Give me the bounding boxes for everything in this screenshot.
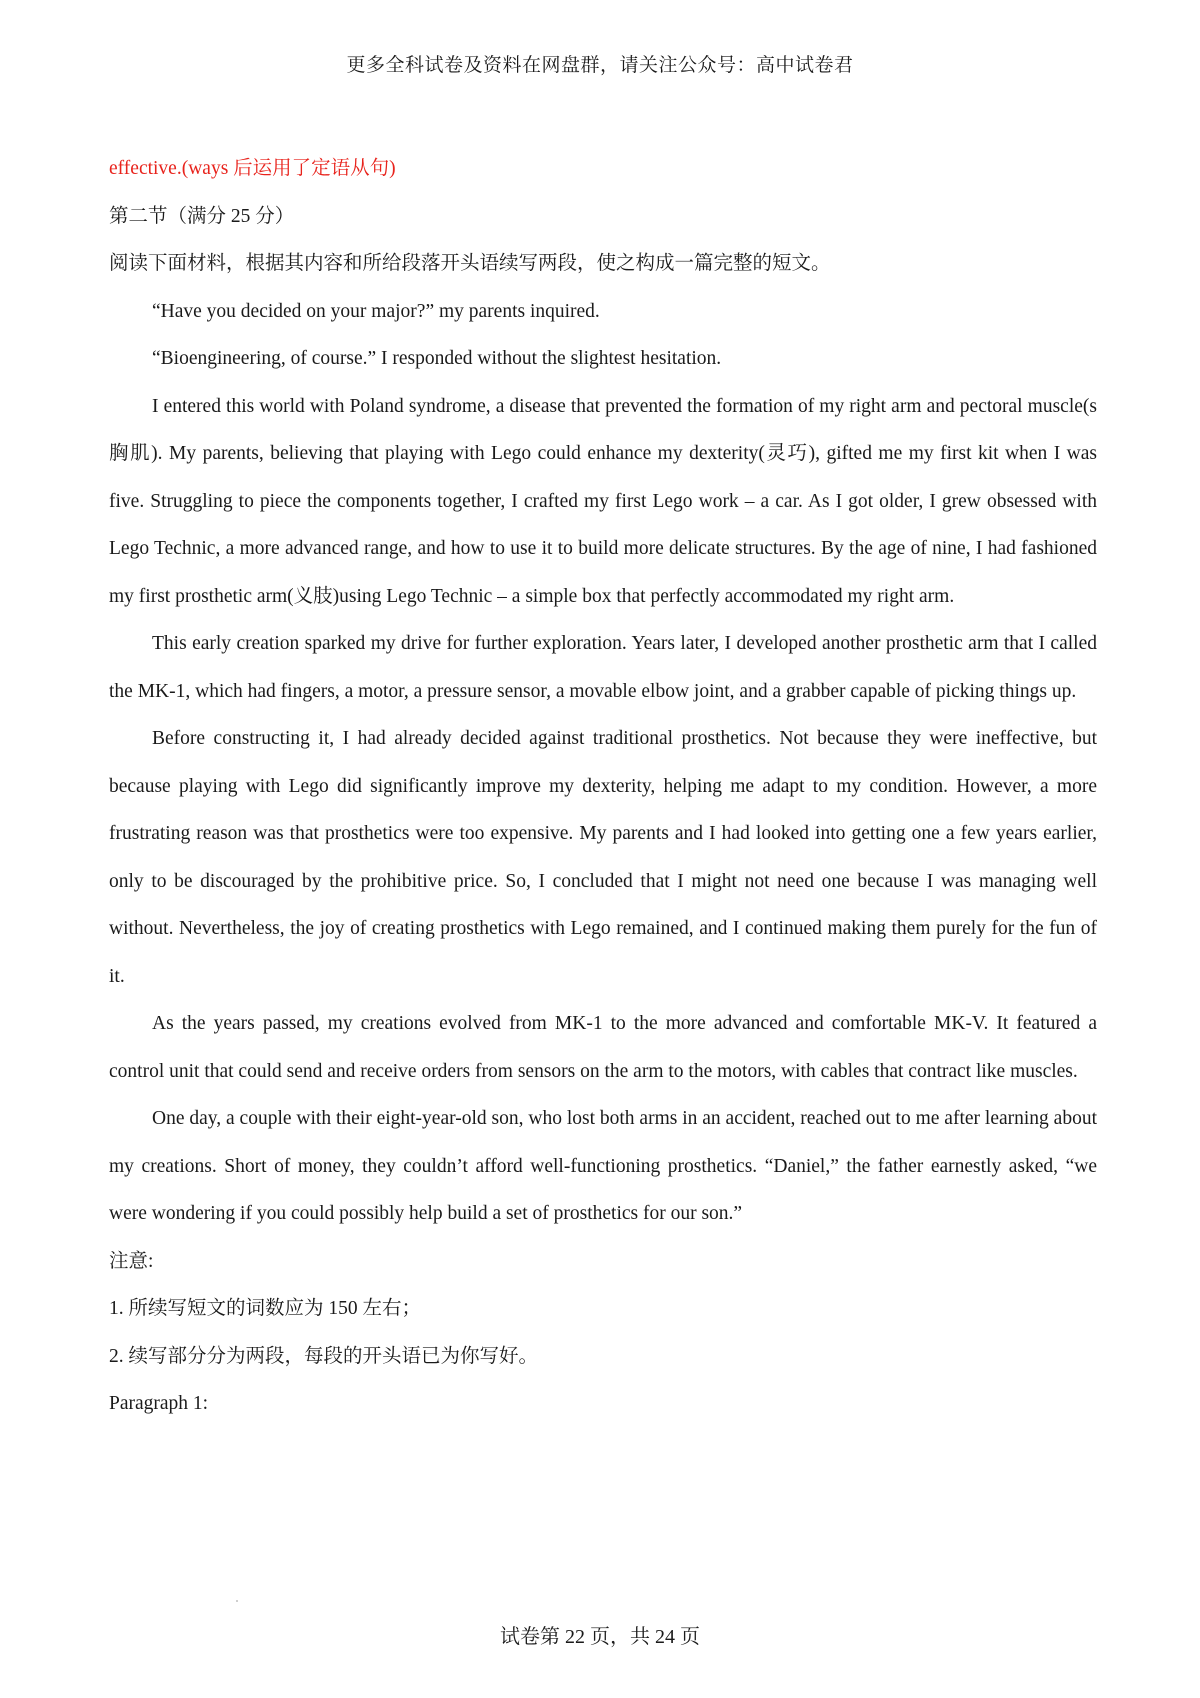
answer-note: effective.(ways 后运用了定语从句) <box>109 158 396 179</box>
story-paragraph-6: As the years passed, my creations evolved from MK-1 to the more advanced and comfortable MK-V. It featured a control unit that could send and receive orders from sensors on the arm to the motors, with cables that contract like muscles. <box>109 1013 1097 1082</box>
scan-dot <box>236 1600 238 1602</box>
header-notice: 更多全科试卷及资料在网盘群，请关注公众号：高中试卷君 <box>346 55 854 76</box>
notes-title: 注意: <box>109 1250 154 1272</box>
story-paragraph-1: “Have you decided on your major?” my parents inquired. <box>152 300 600 322</box>
story-paragraph-7: One day, a couple with their eight-year-old son, who lost both arms in an accident, reached out to me after learning about my creations. Short of money, they couldn’t afford well-functioning prosthetics. “Daniel,” the father earnestly asked, “we were wondering if you could possibly help build a set of prosthetics for our son.” <box>109 1108 1097 1224</box>
page-content <box>109 145 1097 1428</box>
story-paragraph-3: I entered this world with Poland syndrome, a disease that prevented the formation of my right arm and pectoral muscle(s 胸肌). My parents, believing that playing with Lego could enhance my dexterity(灵巧), gifted me my first kit when I was five. Struggling to piece the components together, I crafted my first Lego work – a car. As I got older, I grew obsessed with Lego Technic, a more advanced range, and how to use it to build more delicate structures. By the age of nine, I had fashioned my first prosthetic arm(义肢)using Lego Technic – a simple box that perfectly accommodated my right arm. <box>109 395 1097 607</box>
story-paragraph-4: This early creation sparked my drive for further exploration. Years later, I developed another prosthetic arm that I called the MK-1, which had fingers, a motor, a pressure sensor, a movable elbow joint, and a grabber capable of picking things up. <box>109 633 1097 702</box>
note-item-2: 2. 续写部分分为两段，每段的开头语已为你写好。 <box>109 1345 539 1367</box>
paragraph-prompt: Paragraph 1: <box>109 1393 209 1414</box>
instruction: 阅读下面材料，根据其内容和所给段落开头语续写两段，使之构成一篇完整的短文。 <box>109 253 831 274</box>
story-paragraph-5: Before constructing it, I had already decided against traditional prosthetics. Not because they were ineffective, but because playing with Lego did significantly improve my dexterity, helping me adapt to my condition. However, a more frustrating reason was that prosthetics were too expensive. My parents and I had looked into getting one a few years earlier, only to be discouraged by the prohibitive price. So, I concluded that I might not need one because I was managing well without. Nevertheless, the joy of creating prosthetics with Lego remained, and I continued making them purely for the fun of it. <box>109 728 1097 987</box>
section-title: 第二节（满分 25 分） <box>109 205 295 227</box>
page-footer: 试卷第 22 页，共 24 页 <box>500 1626 700 1648</box>
note-item-1: 1. 所续写短文的词数应为 150 左右； <box>109 1298 422 1319</box>
story-paragraph-2: “Bioengineering, of course.” I responded without the slightest hesitation. <box>152 348 722 369</box>
